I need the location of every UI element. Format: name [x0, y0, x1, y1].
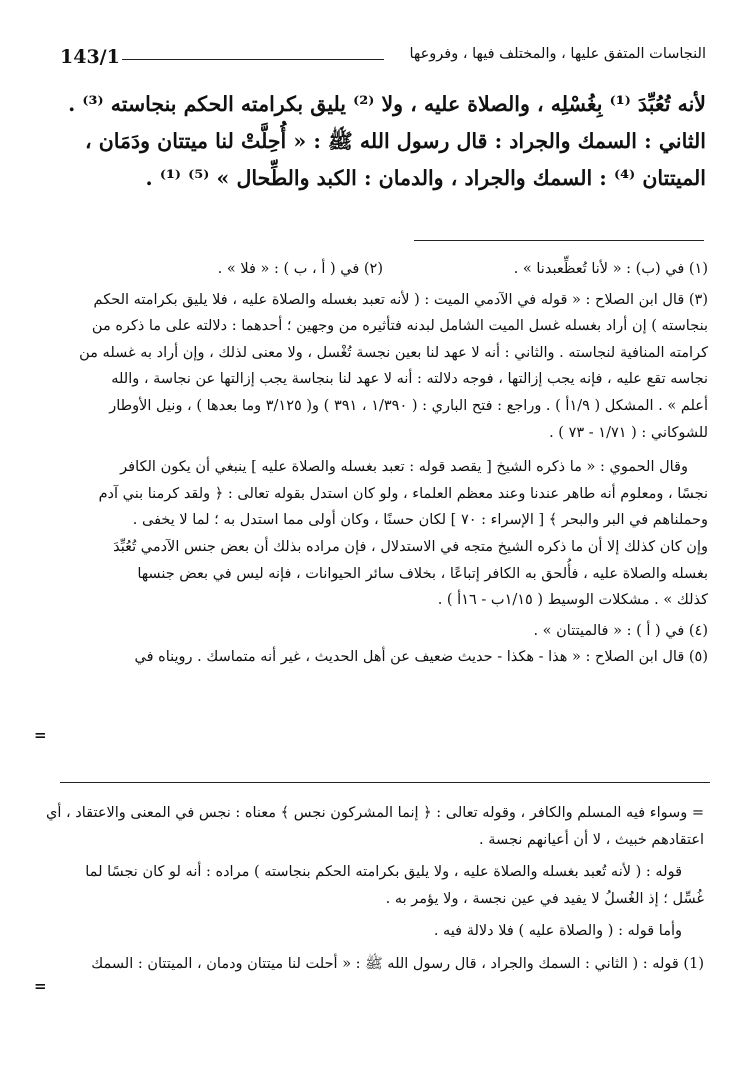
hamawi-line: بغسله والصلاة عليه ، فأُلحق به الكافر إتباعًا ، بخلاف سائر الحيوانات ، فإنه ليس في بعض جنسها	[137, 565, 708, 582]
hamawi-line: وحملناهم في البر والبحر ﴾ [ الإسراء : ٧٠ ] لكان حسنًا ، وكان أولى مما استدل به ؛ لما لا يخفى .	[132, 512, 708, 529]
commentary-line: = وسواء فيه المسلم والكافر ، وقوله تعالى : ﴿ إنما المشركون نجس ﴾ معناه : نجس في المعنى والاعتقاد ، أي	[45, 805, 704, 821]
continuation-marker: =	[34, 977, 47, 995]
footnote-pair	[58, 256, 708, 283]
footnote-separator	[414, 240, 704, 241]
commentary-line: غُسِّل ؛ إذ الغُسلُ لا يفيد في عين نجسة ، ولا يؤمر به .	[385, 890, 704, 907]
main-line: لأنه تُعُبِّدَ ⁽¹⁾ بِغُسْلِه ، والصلاة عليه ، ولا ⁽²⁾ يليق بكرامته الحكم بنجاسته ⁽³⁾ .	[68, 92, 706, 116]
footnote-3-line: بنجاسته ) إن أراد بغسله غسل الميت الشامل لبدنه فتأثيره من وجهين ؛ أحدهما : دلالته على ما ذكره من	[91, 318, 708, 335]
footnote-3-line: نجاسه تقع عليه ، فإنه يجب إزالتها ، فوجه دلالته : أنه لا عهد لنا بنجاسة يجب إزالتها عن نجاسة ، والله	[111, 371, 708, 388]
footnote-4: (٤) في ( أ ) : « فالميتتان » .	[533, 622, 708, 639]
commentary-line: (1) قوله : ( الثاني : السمك والجراد ، قال رسول الله ﷺ : « أحلت لنا ميتتان ودمان ، الميتتان : السمك	[91, 955, 704, 972]
main-line: الثاني : السمك والجراد : قال رسول الله ﷺ : « أُحِلَّتْ لنا ميتتان ودَمَان ،	[84, 129, 706, 153]
continuation-marker: =	[34, 726, 47, 744]
header-rule	[122, 59, 384, 60]
footnote-3-line: للشوكاني : ( ١/٧١ - ٧٣ ) .	[549, 424, 708, 441]
hamawi-line: نجسًا ، ومعلوم أنه طاهر عندنا وعند معظم العلماء ، ولو كان استدل بقوله تعالى : ﴿ ولقد كرمنا بني آدم	[98, 485, 708, 502]
footnote-5: (٥) قال ابن الصلاح : « هذا - هكذا - حديث ضعيف عن أهل الحديث ، غير أنه متماسك . رويناه في	[134, 649, 708, 666]
page-number: 143/1	[60, 46, 120, 68]
footnote-2: (٢) في ( أ ، ب ) : « فلا » .	[217, 261, 383, 277]
main-text	[60, 86, 706, 197]
commentary-line: اعتقادهم خبيث ، لا أن أعيانهم نجسة .	[479, 831, 704, 848]
running-title: النجاسات المتفق عليها ، والمختلف فيها ، وفروعها	[409, 46, 706, 62]
footnote-1: (١) في (ب) : « لأنا تُعظِّعبدنا » .	[513, 261, 708, 277]
commentary	[36, 800, 704, 978]
commentary-separator	[60, 782, 710, 783]
footnote-3-line: أعلم » . المشكل ( ١/٩أ ) . وراجع : فتح الباري : ( ١/٣٩٠ ، ٣٩١ ) و( ٣/١٢٥ وما بعدها ) ، ونيل الأوطار	[109, 397, 708, 414]
commentary-line: قوله : ( لأنه تُعبد بغسله والصلاة عليه ، ولا يليق بكرامته الحكم بنجاسته ) مراده : أنه لو كان نجسًا لما	[85, 864, 682, 881]
page-header	[60, 44, 706, 70]
hamawi-line: وإن كان كذلك إلا أن ما ذكره الشيخ متجه في الاستدلال ، فإن مراده بذلك أن بعض جنس الآدمي تُعُبِّدَ	[113, 538, 708, 555]
commentary-line: وأما قوله : ( والصلاة عليه ) فلا دلالة فيه .	[433, 923, 682, 940]
main-line: الميتتان ⁽⁴⁾ : السمك والجراد ، والدمان : الكبد والطِّحال » ⁽⁵⁾ ⁽¹⁾ .	[145, 166, 706, 190]
footnote-3-line: (٣) قال ابن الصلاح : « قوله في الآدمي الميت : ( لأنه تعبد بغسله والصلاة عليه ، فلا يليق بكرامته الحكم	[93, 291, 708, 308]
hamawi-line: كذلك » . مشكلات الوسيط ( ١/١٥ب - ١٦أ ) .	[437, 592, 708, 609]
footnotes	[58, 256, 708, 671]
hamawi-line: وقال الحموي : « ما ذكره الشيخ [ يقصد قوله : تعبد بغسله والصلاة عليه ] ينبغي أن يكون الكافر	[120, 459, 688, 476]
footnote-3-line: كرامته المنافية لنجاسته . والثاني : أنه لا عهد لنا بعين نجسة تُغْسل ، ولا معنى لذلك ، وإن أراد به غسله من	[79, 344, 708, 361]
